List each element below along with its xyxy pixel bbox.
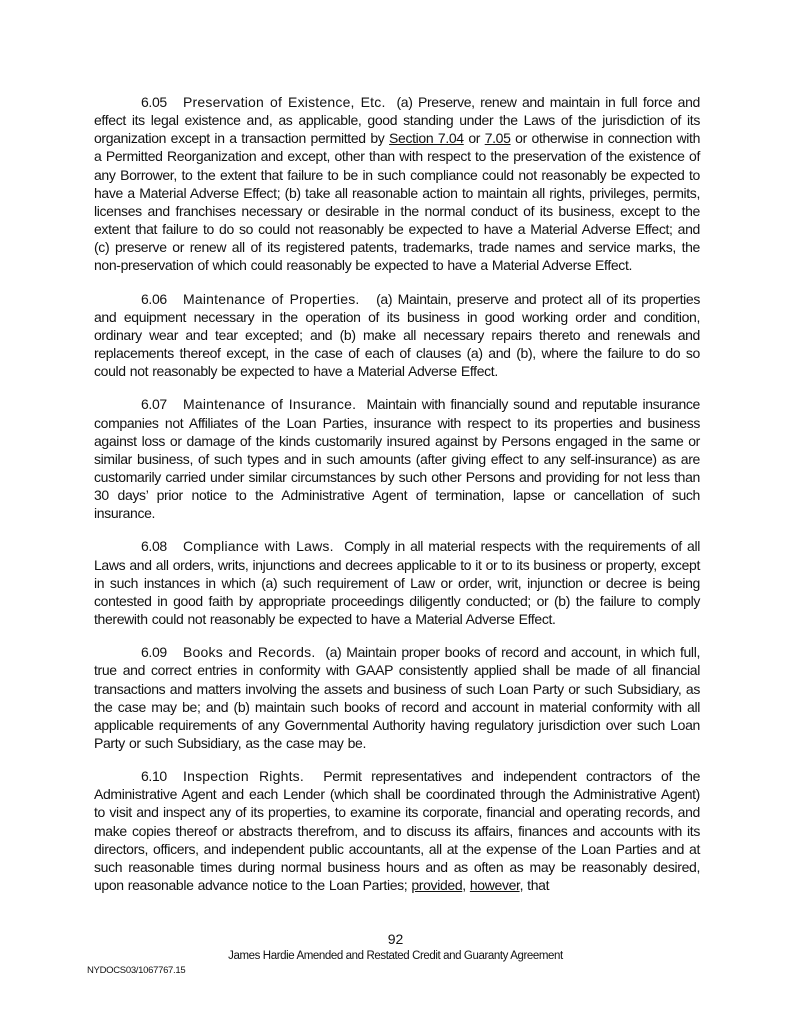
- document-body: [94, 93, 700, 909]
- section-6-06: [94, 290, 700, 381]
- section-6-08: [94, 537, 700, 628]
- section-text: , that: [519, 877, 550, 894]
- section-number: 6.05: [141, 94, 167, 110]
- section-text: (a) Maintain, preserve and protect all of its properties and equipment necessary in the operation of its business in good working order and condition, ordinary wear and tear excepted; and (b) make all necessary repairs thereto and renewals and replacements thereof except, in the case of each of clauses (a) and (b), where the failure to do so could not reasonably be expected to have a Material Adverse Effect.: [94, 290, 700, 380]
- section-heading: Books and Records.: [183, 644, 316, 661]
- section-text: Maintain with financially sound and reputable insurance companies not Affiliates of the Loan Parties, insurance with respect to its properties and business against loss or damage of the kinds customarily insured against by Persons engaged in the same or similar business, of such types and in such amounts (after giving effect to any self-insurance) as are customarily carried under similar circumstances by such other Persons and providing for not less than 30 days’ prior notice to the Administrative Agent of termination, lapse or cancellation of such insurance.: [94, 396, 700, 522]
- section-text: Permit representatives and independent contractors of the Administrative Agent and each Lender (which shall be coordinated through the Administrative Agent) to visit and inspect any of its properties, to examine its corporate, financial and operating records, and make copies thereof or abstracts therefrom, and to discuss its affairs, finances and accounts with its directors, officers, and independent public accountants, all at the expense of the Loan Parties and at such reasonable times during normal business hours and as often as may be reasonably desired, upon reasonable advance notice to the Loan Parties;: [94, 768, 701, 894]
- section-text: or otherwise in connection with a Permitted Reorganization and except, other than with respect to the preservation of the existence of any Borrower, to the extent that failure to be in such compliance could not reasonably be expected to have a Material Adverse Effect; (b) take all reasonable action to maintain all rights, privileges, permits, licenses and franchises necessary or desirable in the normal conduct of its business, except to the extent that failure to do so could not reasonably be expected to have a Material Adverse Effect; and (c) preserve or renew all of its registered patents, trademarks, trade names and service marks, the non-preservation of which could reasonably be expected to have a Material Adverse Effect.: [94, 130, 701, 274]
- section-6-10: [94, 767, 700, 894]
- cross-reference-link[interactable]: 7.05: [484, 130, 511, 147]
- section-6-05: [94, 93, 700, 275]
- section-6-07: [94, 395, 700, 522]
- section-number: 6.09: [141, 644, 167, 661]
- section-text: Comply in all material respects with the requirements of all Laws and all orders, writs, injunctions and decrees applicable to it or to its business or property, except in such instances in which (a) such requirement of Law or order, writ, injunction or decree is being contested in good faith by appropriate proceedings diligently conducted; or (b) the failure to comply therewith could not reasonably be expected to have a Material Adverse Effect.: [94, 538, 700, 628]
- section-heading: Inspection Rights.: [183, 768, 304, 785]
- defined-term-provided: provided: [411, 877, 463, 894]
- page-number: 92: [387, 931, 404, 947]
- section-heading: Compliance with Laws.: [183, 538, 334, 555]
- section-heading: Preservation of Existence, Etc.: [183, 94, 386, 110]
- document-id: NYDOCS03/1067767.15: [87, 965, 186, 976]
- section-number: 6.06: [141, 290, 167, 307]
- section-text: ,: [462, 877, 470, 894]
- defined-term-however: however: [469, 877, 520, 894]
- section-6-09: [94, 643, 700, 752]
- cross-reference-link[interactable]: Section 7.04: [389, 130, 464, 147]
- section-number: 6.08: [141, 538, 167, 555]
- footer-title: James Hardie Amended and Restated Credit and Guaranty Agreement: [228, 950, 563, 962]
- section-heading: Maintenance of Insurance.: [183, 396, 357, 413]
- section-heading: Maintenance of Properties.: [183, 290, 360, 307]
- section-number: 6.10: [141, 768, 167, 785]
- section-text: or: [463, 130, 485, 147]
- section-number: 6.07: [141, 396, 167, 413]
- section-text: (a) Maintain proper books of record and account, in which full, true and correct entries in conformity with GAAP consistently applied shall be made of all financial transactions and matters involving the assets and business of such Loan Party or such Subsidiary, as the case may be; and (b) maintain such books of record and account in material conformity with all applicable requirements of any Governmental Authority having regulatory jurisdiction over such Loan Party or such Subsidiary, as the case may be.: [94, 644, 700, 751]
- section-text: (a) Preserve, renew and maintain in full force and effect its legal existence and, as applicable, good standing under the Laws of the jurisdiction of its organization except in a transaction permitted by: [94, 94, 700, 147]
